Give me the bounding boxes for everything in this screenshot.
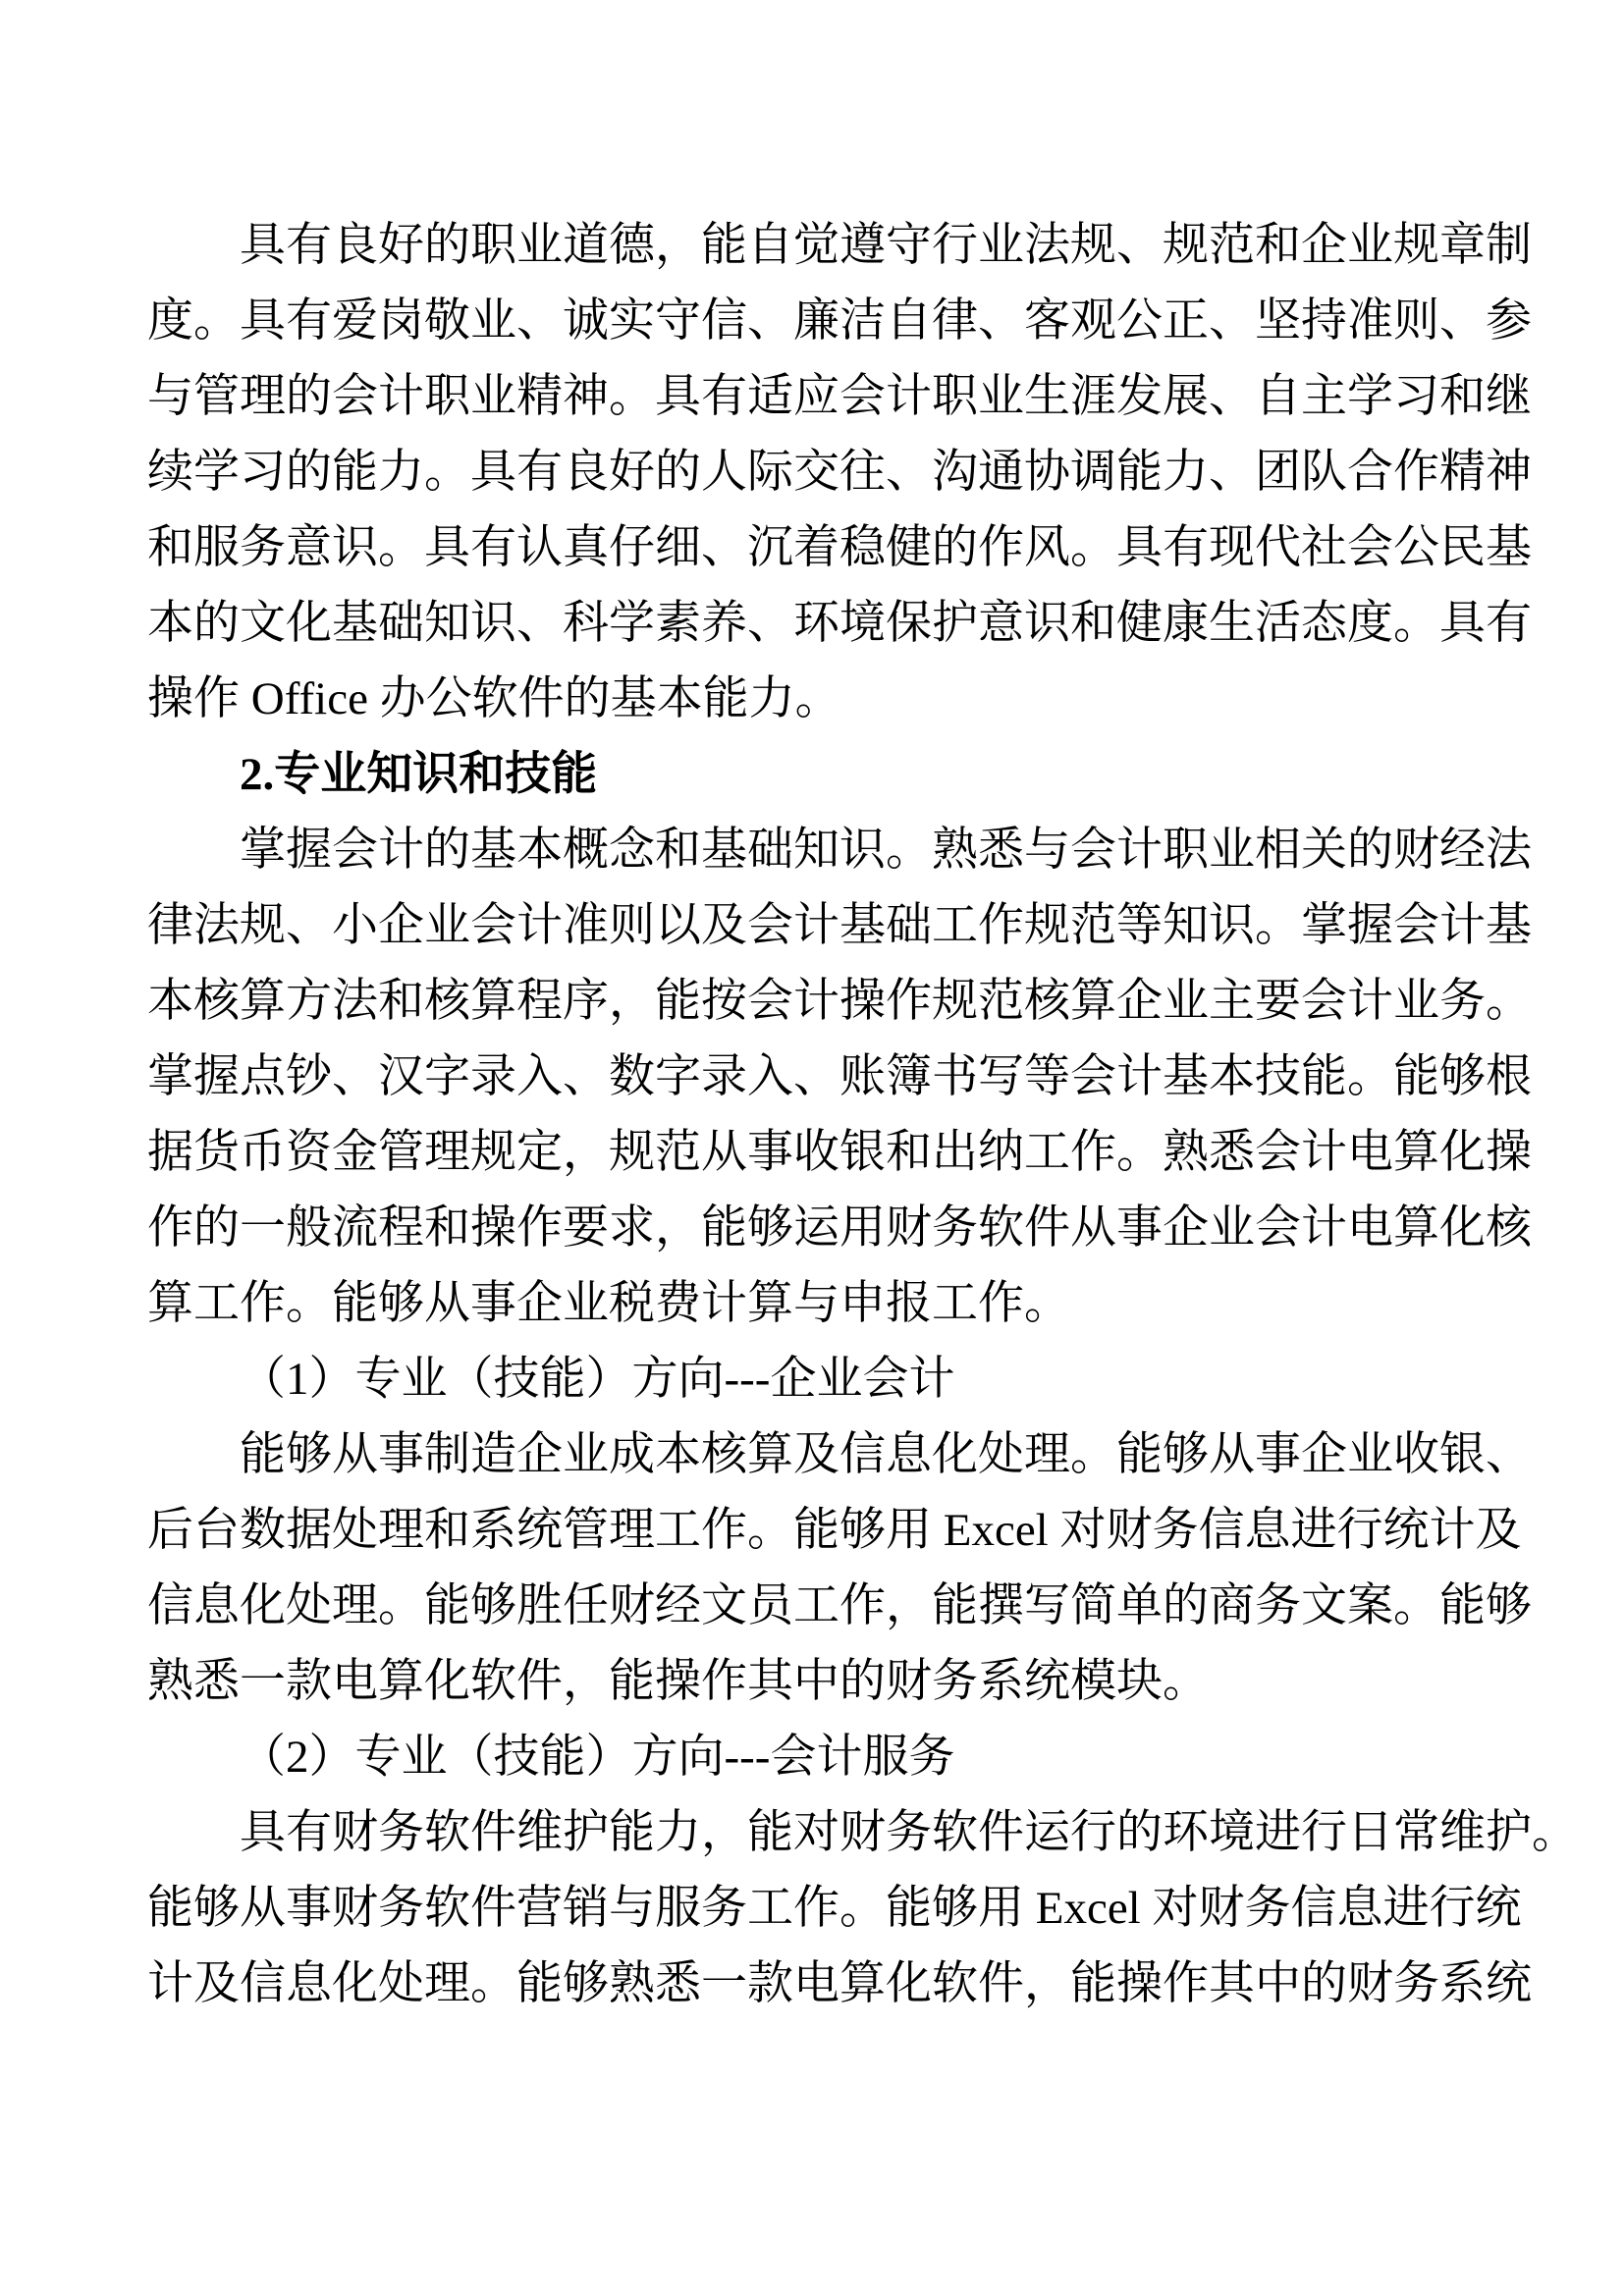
text-line: 本的文化基础知识、科学素养、环境保护意识和健康生活态度。具有 <box>147 598 1532 649</box>
document-body <box>147 208 1578 2022</box>
text-line: 本核算方法和核算程序，能按会计操作规范核算企业主要会计业务。 <box>147 976 1532 1027</box>
text-line: 续学习的能力。具有良好的人际交往、沟通协调能力、团队合作精神 <box>147 447 1532 498</box>
text-line: 信息化处理。能够胜任财经文员工作，能撰写简单的商务文案。能够 <box>147 1580 1532 1631</box>
text-line: 计及信息化处理。能够熟悉一款电算化软件，能操作其中的财务系统 <box>147 1958 1532 2009</box>
text-line: 算工作。能够从事企业税费计算与申报工作。 <box>147 1278 1070 1329</box>
text-line: （2）专业（技能）方向---会计服务 <box>240 1732 955 1783</box>
text-line: 作的一般流程和操作要求，能够运用财务软件从事企业会计电算化核 <box>147 1202 1532 1254</box>
text-line: 和服务意识。具有认真仔细、沉着稳健的作风。具有现代社会公民基 <box>147 522 1532 573</box>
text-line: 具有良好的职业道德，能自觉遵守行业法规、规范和企业规章制 <box>240 220 1532 271</box>
text-line: 掌握点钞、汉字录入、数字录入、账簿书写等会计基本技能。能够根 <box>147 1051 1532 1102</box>
section-heading: 2.专业知识和技能 <box>240 749 598 800</box>
text-line: 能够从事财务软件营销与服务工作。能够用 Excel 对财务信息进行统 <box>147 1883 1522 1934</box>
text-line: 能够从事制造企业成本核算及信息化处理。能够从事企业收银、 <box>240 1429 1532 1480</box>
text-line: 掌握会计的基本概念和基础知识。熟悉与会计职业相关的财经法 <box>240 825 1532 876</box>
text-line: 律法规、小企业会计准则以及会计基础工作规范等知识。掌握会计基 <box>147 900 1532 951</box>
text-line: 与管理的会计职业精神。具有适应会计职业生涯发展、自主学习和继 <box>147 371 1532 422</box>
text-line: （1）专业（技能）方向---企业会计 <box>240 1354 955 1405</box>
text-line: 度。具有爱岗敬业、诚实守信、廉洁自律、客观公正、坚持准则、参 <box>147 295 1532 347</box>
text-line: 熟悉一款电算化软件，能操作其中的财务系统模块。 <box>147 1656 1209 1707</box>
text-line: 具有财务软件维护能力，能对财务软件运行的环境进行日常维护。 <box>240 1807 1578 1858</box>
text-line: 后台数据处理和系统管理工作。能够用 Excel 对财务信息进行统计及 <box>147 1505 1522 1556</box>
text-line: 操作 Office 办公软件的基本能力。 <box>147 673 841 724</box>
text-line: 据货币资金管理规定，规范从事收银和出纳工作。熟悉会计电算化操 <box>147 1127 1532 1178</box>
